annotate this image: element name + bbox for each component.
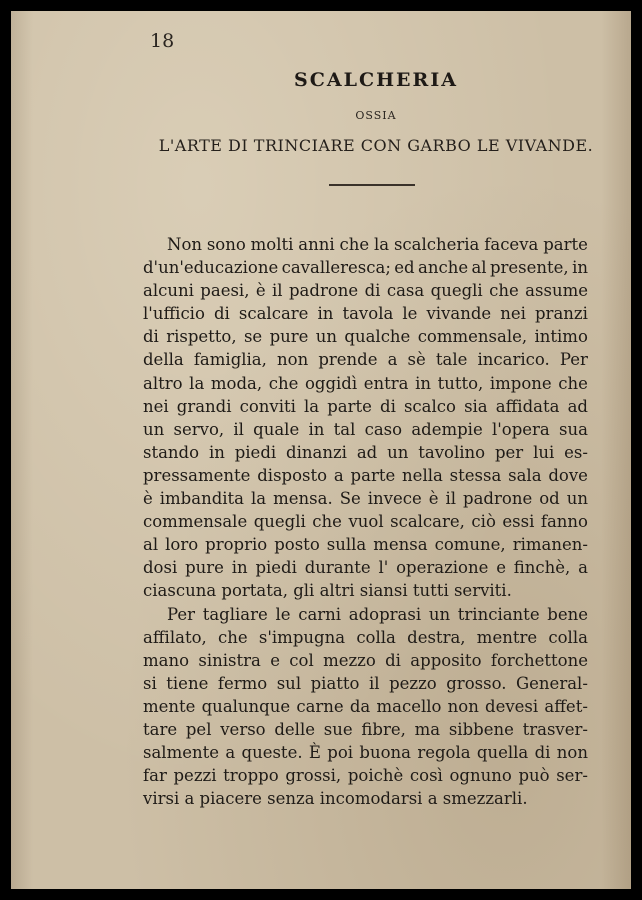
body-text bbox=[143, 233, 588, 810]
text-line: altro la moda, che oggidì entra in tutto, impone che bbox=[143, 373, 588, 393]
text-line: mente qualunque carne da macello non devesi affet- bbox=[143, 696, 588, 716]
text-line: affilato, che s'impugna colla destra, mentre colla bbox=[143, 627, 588, 647]
text-line: ciascuna portata, gli altri siansi tutti serviti. bbox=[143, 581, 512, 601]
book-page bbox=[11, 11, 631, 889]
text-line: commensale quegli che vuol scalcare, ciò essi fanno bbox=[143, 512, 588, 532]
text-line: pressamente disposto a parte nella stessa sala dove bbox=[143, 465, 588, 485]
title-divider bbox=[329, 184, 415, 186]
text-line: tare pel verso delle sue fibre, ma sibbene trasver- bbox=[143, 719, 588, 739]
text-line: l'ufficio di scalcare in tavola le vivande nei pranzi bbox=[143, 304, 588, 324]
text-line: Non sono molti anni che la scalcheria faceva parte bbox=[167, 235, 588, 254]
chapter-subtitle: L'ARTE DI TRINCIARE CON GARBO LE VIVANDE. bbox=[158, 136, 594, 155]
text-line: un servo, il quale in tal caso adempie l'opera sua bbox=[143, 419, 588, 439]
text-line: virsi a piacere senza incomodarsi a smezzarli. bbox=[143, 789, 528, 809]
text-line: al loro proprio posto sulla mensa comune, rimanen- bbox=[143, 535, 588, 555]
text-line: alcuni paesi, è il padrone di casa quegli che assume bbox=[143, 281, 588, 301]
chapter-title: SCALCHERIA bbox=[294, 69, 458, 91]
text-line: è imbandita la mensa. Se invece è il padrone od un bbox=[143, 489, 588, 509]
page-number: 18 bbox=[150, 30, 175, 52]
text-line: si tiene fermo sul piatto il pezzo grosso. General- bbox=[143, 673, 588, 693]
paragraph bbox=[143, 603, 588, 811]
text-line: stando in piedi dinanzi ad un tavolino per lui es- bbox=[143, 442, 588, 462]
text-line: nei grandi conviti la parte di scalco sia affidata ad bbox=[143, 396, 588, 416]
text-line: d'un'educazione cavalleresca; ed anche al presente, in bbox=[143, 258, 588, 278]
text-line: salmente a queste. È poi buona regola quella di non bbox=[143, 743, 588, 763]
text-line: mano sinistra e col mezzo di apposito forchettone bbox=[143, 650, 588, 670]
text-line: della famiglia, non prende a sè tale incarico. Per bbox=[143, 350, 588, 370]
text-line: Per tagliare le carni adoprasi un trinciante bene bbox=[167, 604, 588, 624]
text-line: far pezzi troppo grossi, poichè così ognuno può ser- bbox=[143, 766, 588, 786]
text-line: dosi pure in piedi durante l' operazione e finchè, a bbox=[143, 558, 588, 578]
text-line: di rispetto, se pure un qualche commensale, intimo bbox=[143, 327, 588, 347]
paragraph bbox=[143, 233, 588, 603]
title-connector: OSSIA bbox=[355, 109, 397, 122]
